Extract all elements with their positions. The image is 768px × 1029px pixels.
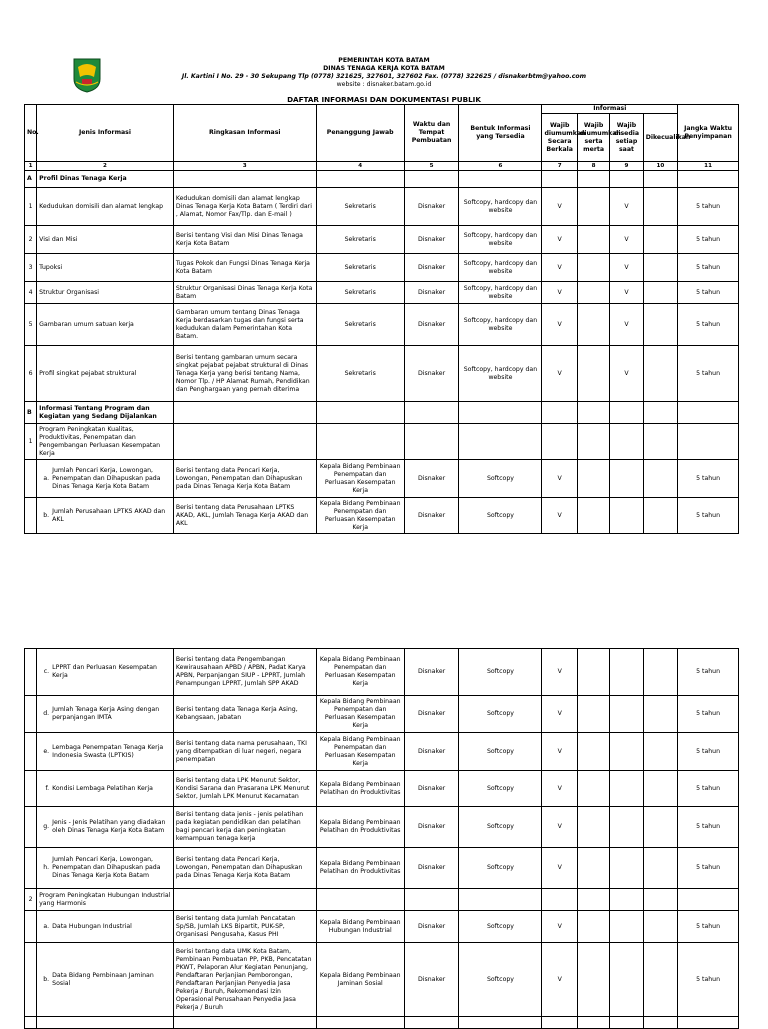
row-waktu: Disnaker bbox=[404, 226, 459, 254]
row-jenis bbox=[37, 848, 174, 889]
header-wajib-sertamerta: Wajib diumumkan serta merta bbox=[577, 114, 609, 162]
row-jenis: Gambaran umum satuan kerja bbox=[37, 304, 174, 346]
program-row bbox=[25, 424, 739, 460]
row-bentuk: Softcopy, hardcopy dan website bbox=[459, 188, 542, 226]
row-bentuk: Softcopy, hardcopy dan website bbox=[459, 226, 542, 254]
section-title: Profil Dinas Tenaga Kerja bbox=[37, 171, 174, 188]
header-dikecualikan: Dikecualikan bbox=[643, 114, 677, 162]
row-penanggung: Kepala Bidang Pembinaan Pelatihan dn Produktivitas bbox=[316, 848, 404, 889]
row-check-berkala: V bbox=[542, 771, 577, 807]
row-jangka: 5 tahun bbox=[678, 943, 739, 1017]
row-check-dikecualikan bbox=[643, 282, 677, 304]
row-check-dikecualikan bbox=[643, 226, 677, 254]
page-two bbox=[0, 633, 768, 1024]
row-jenis: Visi dan Misi bbox=[37, 226, 174, 254]
table-row bbox=[25, 911, 739, 943]
row-check-berkala: V bbox=[542, 282, 577, 304]
row-check-berkala: V bbox=[542, 188, 577, 226]
row-jenis-text: Data Hubungan Industrial bbox=[52, 922, 132, 930]
row-penanggung: Sekretaris bbox=[316, 346, 404, 402]
row-penanggung: Sekretaris bbox=[316, 254, 404, 282]
header-bentuk: Bentuk Informasi yang Tersedia bbox=[459, 105, 542, 162]
row-ringkasan: Tugas Pokok dan Fungsi Dinas Tenaga Kerja Kota Batam bbox=[173, 254, 316, 282]
row-check-dikecualikan bbox=[643, 254, 677, 282]
table-row bbox=[25, 460, 739, 498]
row-ringkasan: Berisi tentang data Pencari Kerja, Lowongan, Penempatan dan Dihapuskan pada Dinas Tenaga Kerja Kota Batam bbox=[173, 848, 316, 889]
table-row bbox=[25, 943, 739, 1017]
row-jangka: 5 tahun bbox=[678, 226, 739, 254]
row-marker: e. bbox=[43, 747, 50, 755]
row-check-dikecualikan bbox=[643, 346, 677, 402]
row-ringkasan: Berisi tentang data nama perusahaan, TKI yang ditempatkan di luar negeri, negara penempatan bbox=[173, 733, 316, 771]
row-waktu: Disnaker bbox=[404, 848, 459, 889]
table-row bbox=[25, 1017, 739, 1029]
table-row bbox=[25, 848, 739, 889]
table-row bbox=[25, 771, 739, 807]
col-number: 7 bbox=[542, 162, 577, 171]
program-row bbox=[25, 889, 739, 911]
row-number: 2 bbox=[25, 226, 37, 254]
row-penanggung: Kepala Bidang Pembinaan Penempatan dan Perluasan Kesempatan Kerja bbox=[316, 498, 404, 534]
row-number: 4 bbox=[25, 282, 37, 304]
row-ringkasan: Berisi tentang data Perusahaan LPTKS AKAD, AKL, Jumlah Tenaga Kerja AKAD dan AKL bbox=[173, 498, 316, 534]
row-jangka: 5 tahun bbox=[678, 649, 739, 696]
row-ringkasan: Berisi tentang data Tenaga Kerja Asing, Kebangsaan, Jabatan bbox=[173, 696, 316, 733]
row-jangka: 5 tahun bbox=[678, 346, 739, 402]
row-check-berkala: V bbox=[542, 346, 577, 402]
row-check-setiap: V bbox=[610, 304, 643, 346]
row-jenis-text: Jumlah Tenaga Kerja Asing dengan perpanjangan IMTA bbox=[52, 706, 160, 721]
table-row bbox=[25, 696, 739, 733]
row-jenis bbox=[37, 943, 174, 1017]
row-jangka: 5 tahun bbox=[678, 304, 739, 346]
row-jangka: 5 tahun bbox=[678, 771, 739, 807]
row-jenis bbox=[37, 649, 174, 696]
letterhead-gov: PEMERINTAH KOTA BATAM bbox=[338, 57, 430, 64]
col-number: 3 bbox=[173, 162, 316, 171]
table-row bbox=[25, 346, 739, 402]
row-jenis bbox=[37, 771, 174, 807]
row-penanggung: Sekretaris bbox=[316, 188, 404, 226]
info-table-page1 bbox=[24, 104, 739, 534]
row-penanggung: Kepala Bidang Pembinaan Penempatan dan Perluasan Kesempatan Kerja bbox=[316, 649, 404, 696]
row-jenis-text: LPPRT dan Perluasan Kesempatan Kerja bbox=[52, 664, 157, 679]
row-waktu: Disnaker bbox=[404, 649, 459, 696]
row-bentuk: Softcopy bbox=[459, 649, 542, 696]
section-title: Informasi Tentang Program dan Kegiatan yang Sedang Dijalankan bbox=[37, 402, 174, 424]
row-ringkasan: Struktur Organisasi Dinas Tenaga Kerja Kota Batam bbox=[173, 282, 316, 304]
row-ringkasan: Berisi tentang data UMK Kota Batam, Pembinaan Pembuatan PP, PKB, Pencatatan PKWT, Pelaporan Alur Kegiatan Penunjang, Pendaftaran Perjanjian Pemborongan, Pendaftaran Perjanjian Penyedia Jasa Pekerja / Buruh, Rekomendasi Izin Operasional Perusahaan Penyedia Jasa Pekerja / Buruh bbox=[173, 943, 316, 1017]
row-waktu: Disnaker bbox=[404, 460, 459, 498]
row-check-berkala: V bbox=[542, 498, 577, 534]
row-check-sertamerta bbox=[577, 346, 609, 402]
row-jenis-text: Lembaga Penempatan Tenaga Kerja Indonesia Swasta (LPTKIS) bbox=[52, 743, 164, 759]
header-jenis: Jenis Informasi bbox=[37, 105, 174, 162]
row-check-berkala: V bbox=[542, 649, 577, 696]
table-row bbox=[25, 226, 739, 254]
row-check-berkala: V bbox=[542, 304, 577, 346]
row-ringkasan: Berisi tentang data jenis - jenis pelatihan pada kegiatan pendidikan dan pelatihan bagi pencari kerja dan peningkatan kemampuan tenaga kerja bbox=[173, 807, 316, 848]
row-jenis-text: Data Bidang Pembinaan Jaminan Sosial bbox=[52, 971, 154, 987]
row-jenis-text: Kondisi Lembaga Pelatihan Kerja bbox=[52, 784, 153, 792]
row-waktu: Disnaker bbox=[404, 771, 459, 807]
row-check-dikecualikan bbox=[643, 304, 677, 346]
row-jangka: 5 tahun bbox=[678, 807, 739, 848]
row-ringkasan: Berisi tentang data Jumlah Pencatatan Sp/SB, Jumlah LKS Bipartit, PUK-SP, Organisasi Pengusaha, Kasus PHI bbox=[173, 911, 316, 943]
row-marker: a. bbox=[43, 922, 50, 930]
row-jenis-text: Jumlah Perusahaan LPTKS AKAD dan AKL bbox=[52, 507, 166, 523]
program-title: Program Peningkatan Hubungan Industrial yang Harmonis bbox=[37, 889, 174, 911]
col-number: 2 bbox=[37, 162, 174, 171]
table-row bbox=[25, 282, 739, 304]
row-bentuk: Softcopy bbox=[459, 733, 542, 771]
row-jangka: 5 tahun bbox=[678, 188, 739, 226]
header-wajib-setiap: Wajib disedia setiap saat bbox=[610, 114, 643, 162]
document-title: DAFTAR INFORMASI DAN DOKUMENTASI PUBLIK bbox=[287, 95, 481, 104]
row-marker: a. bbox=[43, 474, 50, 482]
row-penanggung: Kepala Bidang Pembinaan Penempatan dan Perluasan Kesempatan Kerja bbox=[316, 733, 404, 771]
col-number: 9 bbox=[610, 162, 643, 171]
row-bentuk: Softcopy bbox=[459, 498, 542, 534]
header-waktu: Waktu dan Tempat Pembuatan bbox=[404, 105, 459, 162]
table-row bbox=[25, 188, 739, 226]
row-jenis bbox=[37, 498, 174, 534]
row-bentuk: Softcopy bbox=[459, 696, 542, 733]
header-informasi: Informasi bbox=[542, 105, 678, 114]
row-jenis bbox=[37, 696, 174, 733]
row-jangka: 5 tahun bbox=[678, 498, 739, 534]
row-jangka: 5 tahun bbox=[678, 696, 739, 733]
row-bentuk: Softcopy, hardcopy dan website bbox=[459, 282, 542, 304]
row-penanggung: Kepala Bidang Pembinaan Hubungan Industrial bbox=[316, 911, 404, 943]
row-check-berkala: V bbox=[542, 226, 577, 254]
program-number: 1 bbox=[25, 424, 37, 460]
row-jenis bbox=[37, 807, 174, 848]
row-waktu: Disnaker bbox=[404, 188, 459, 226]
row-number: 6 bbox=[25, 346, 37, 402]
col-number: 6 bbox=[459, 162, 542, 171]
row-marker: b. bbox=[43, 511, 50, 519]
row-waktu: Disnaker bbox=[404, 254, 459, 282]
row-jenis: Kedudukan domisili dan alamat lengkap bbox=[37, 188, 174, 226]
row-waktu: Disnaker bbox=[404, 282, 459, 304]
letterhead-agency: DINAS TENAGA KERJA KOTA BATAM bbox=[323, 65, 445, 72]
row-waktu: Disnaker bbox=[404, 911, 459, 943]
header-no: No. bbox=[25, 105, 37, 162]
row-waktu: Disnaker bbox=[404, 733, 459, 771]
row-waktu: Disnaker bbox=[404, 304, 459, 346]
col-number: 5 bbox=[404, 162, 459, 171]
row-penanggung: Kepala Bidang Pembinaan Jaminan Sosial bbox=[316, 943, 404, 1017]
row-penanggung: Kepala Bidang Pembinaan Pelatihan dn Produktivitas bbox=[316, 771, 404, 807]
row-check-berkala: V bbox=[542, 848, 577, 889]
header-wajib-berkala: Wajib diumumkan Secara Berkala bbox=[542, 114, 577, 162]
row-bentuk: Softcopy bbox=[459, 911, 542, 943]
col-number: 1 bbox=[25, 162, 37, 171]
row-jangka: 5 tahun bbox=[678, 254, 739, 282]
row-ringkasan: Berisi tentang data LPK Menurut Sektor, Kondisi Sarana dan Prasarana LPK Menurut Sektor, Jumlah LPK Menurut Kecamatan bbox=[173, 771, 316, 807]
row-ringkasan: Gambaran umum tentang Dinas Tenaga Kerja berdasarkan tugas dan fungsi serta kedudukan dalam Pemerintahan Kota Batam. bbox=[173, 304, 316, 346]
row-waktu: Disnaker bbox=[404, 696, 459, 733]
column-number-row bbox=[25, 162, 739, 171]
col-number: 4 bbox=[316, 162, 404, 171]
row-bentuk: Softcopy bbox=[459, 848, 542, 889]
row-ringkasan: Berisi tentang Visi dan Misi Dinas Tenaga Kerja Kota Batam bbox=[173, 226, 316, 254]
row-marker: c. bbox=[43, 668, 50, 675]
row-check-berkala: V bbox=[542, 696, 577, 733]
row-check-sertamerta bbox=[577, 254, 609, 282]
row-bentuk: Softcopy, hardcopy dan website bbox=[459, 304, 542, 346]
row-jenis: Profil singkat pejabat struktural bbox=[37, 346, 174, 402]
section-code: A bbox=[25, 171, 37, 188]
page-gap bbox=[0, 590, 768, 633]
row-jenis bbox=[37, 911, 174, 943]
row-number: 3 bbox=[25, 254, 37, 282]
row-bentuk: Softcopy bbox=[459, 771, 542, 807]
row-waktu: Disnaker bbox=[404, 498, 459, 534]
letterhead-address: Jl. Kartini I No. 29 - 30 Sekupang Tlp (0778) 321625, 327601, 327602 Fax. (0778) 322625 / disnakerbtm@yahoo.com bbox=[181, 73, 587, 80]
program-title: Program Peningkatan Kualitas, Produktivitas, Penempatan dan Pengembangan Perluasan Kesempatan Kerja bbox=[37, 424, 174, 460]
header-jangka: Jangka Waktu Penyimpanan bbox=[678, 105, 739, 162]
row-jenis-text: Jumlah Pencari Kerja, Lowongan, Penempatan dan Dihapuskan pada Dinas Tenaga Kerja Kota Batam bbox=[52, 466, 161, 490]
row-check-setiap: V bbox=[610, 282, 643, 304]
row-jenis bbox=[37, 460, 174, 498]
row-ringkasan: Berisi tentang gambaran umum secara singkat pejabat pejabat struktural di Dinas Tenaga Kerja yang berisi tentang Nama, Nomor Tlp. / HP Alamat Rumah, Pendidikan dan Penghargaan yang pernah diterima bbox=[173, 346, 316, 402]
row-check-dikecualikan bbox=[643, 188, 677, 226]
row-check-sertamerta bbox=[577, 304, 609, 346]
row-penanggung: Kepala Bidang Pembinaan Penempatan dan Perluasan Kesempatan Kerja bbox=[316, 460, 404, 498]
row-check-setiap: V bbox=[610, 188, 643, 226]
row-check-setiap: V bbox=[610, 254, 643, 282]
row-jenis-text: Jenis - Jenis Pelatihan yang diadakan oleh Dinas Tenaga Kerja Kota Batam bbox=[52, 819, 166, 834]
row-jenis: Tupoksi bbox=[37, 254, 174, 282]
row-check-setiap: V bbox=[610, 346, 643, 402]
section-row bbox=[25, 171, 739, 188]
row-marker: f. bbox=[45, 784, 50, 792]
row-penanggung: Kepala Bidang Pembinaan Pelatihan dn Produktivitas bbox=[316, 807, 404, 848]
row-marker: g. bbox=[43, 823, 50, 830]
row-penanggung: Sekretaris bbox=[316, 226, 404, 254]
row-check-berkala: V bbox=[542, 460, 577, 498]
row-number: 1 bbox=[25, 188, 37, 226]
row-jenis bbox=[37, 733, 174, 771]
row-penanggung: Kepala Bidang Pembinaan Penempatan dan Perluasan Kesempatan Kerja bbox=[316, 696, 404, 733]
table-row bbox=[25, 304, 739, 346]
row-jenis-text: Jumlah Pencari Kerja, Lowongan, Penempatan dan Dihapuskan pada Dinas Tenaga Kerja Kota Batam bbox=[52, 856, 161, 879]
row-check-sertamerta bbox=[577, 188, 609, 226]
row-waktu: Disnaker bbox=[404, 943, 459, 1017]
row-check-sertamerta bbox=[577, 226, 609, 254]
row-ringkasan: Kedudukan domisili dan alamat lengkap Dinas Tenaga Kerja Kota Batam ( Terdiri dari , Alamat, Nomor Fax/Tlp. dan E-mail ) bbox=[173, 188, 316, 226]
row-bentuk: Softcopy bbox=[459, 460, 542, 498]
row-ringkasan: Berisi tentang data Pencari Kerja, Lowongan, Penempatan dan Dihapuskan pada Dinas Tenaga Kerja Kota Batam bbox=[173, 460, 316, 498]
row-marker: b. bbox=[43, 975, 50, 983]
row-marker: h. bbox=[43, 864, 50, 871]
row-penanggung: Sekretaris bbox=[316, 282, 404, 304]
row-marker: d. bbox=[43, 710, 50, 717]
row-jangka: 5 tahun bbox=[678, 733, 739, 771]
row-jangka: 5 tahun bbox=[678, 848, 739, 889]
row-check-berkala: V bbox=[542, 807, 577, 848]
row-jangka: 5 tahun bbox=[678, 282, 739, 304]
col-number: 11 bbox=[678, 162, 739, 171]
table-row bbox=[25, 498, 739, 534]
table-row bbox=[25, 807, 739, 848]
table-row bbox=[25, 649, 739, 696]
row-jangka: 5 tahun bbox=[678, 911, 739, 943]
col-number: 8 bbox=[577, 162, 609, 171]
section-row bbox=[25, 402, 739, 424]
program-number: 2 bbox=[25, 889, 37, 911]
col-number: 10 bbox=[643, 162, 677, 171]
table-row bbox=[25, 254, 739, 282]
row-jenis: Struktur Organisasi bbox=[37, 282, 174, 304]
row-check-berkala: V bbox=[542, 911, 577, 943]
row-check-setiap: V bbox=[610, 226, 643, 254]
row-check-sertamerta bbox=[577, 282, 609, 304]
row-check-berkala: V bbox=[542, 254, 577, 282]
row-penanggung: Sekretaris bbox=[316, 304, 404, 346]
row-check-berkala: V bbox=[542, 733, 577, 771]
row-waktu: Disnaker bbox=[404, 346, 459, 402]
table-row bbox=[25, 733, 739, 771]
info-table-page2 bbox=[24, 648, 739, 1029]
row-jangka: 5 tahun bbox=[678, 460, 739, 498]
row-ringkasan: Berisi tentang data Pengembangan Kewirausahaan APBD / APBN, Padat Karya APBN, Perpanjangan SIUP - LPPRT, Jumlah Penampungan LPPRT, Jumlah SPP AKAD bbox=[173, 649, 316, 696]
row-number: 5 bbox=[25, 304, 37, 346]
row-check-berkala: V bbox=[542, 943, 577, 1017]
header-ringkasan: Ringkasan Informasi bbox=[173, 105, 316, 162]
row-waktu: Disnaker bbox=[404, 807, 459, 848]
row-bentuk: Softcopy bbox=[459, 943, 542, 1017]
row-bentuk: Softcopy bbox=[459, 807, 542, 848]
letterhead-website: website : disnaker.batam.go.id bbox=[336, 81, 432, 88]
header-penanggung: Penanggung Jawab bbox=[316, 105, 404, 162]
row-bentuk: Softcopy, hardcopy dan website bbox=[459, 254, 542, 282]
section-code: B bbox=[25, 402, 37, 424]
row-bentuk: Softcopy, hardcopy dan website bbox=[459, 346, 542, 402]
